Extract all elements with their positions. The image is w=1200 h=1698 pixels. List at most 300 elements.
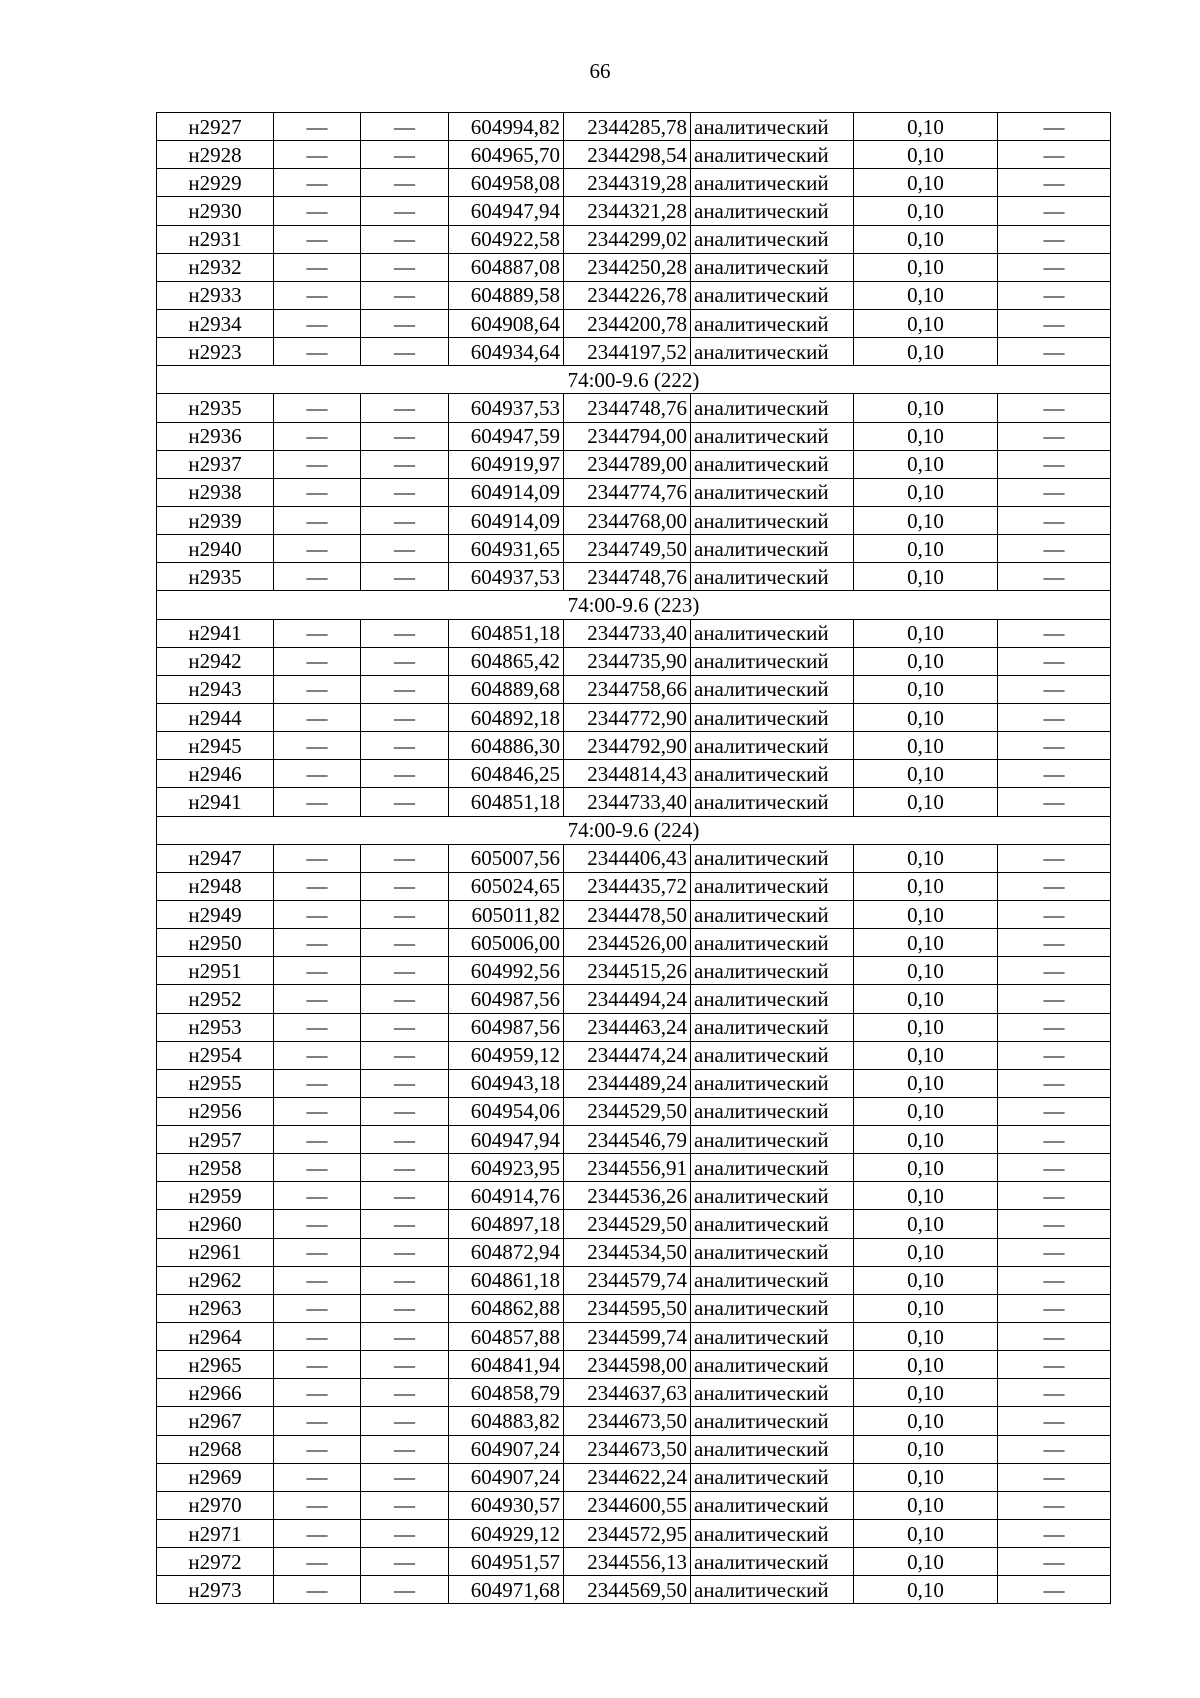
- column-3-cell: —: [361, 1463, 449, 1491]
- column-2-cell: —: [274, 1351, 361, 1379]
- point-name-cell: н2944: [157, 703, 274, 731]
- x-coordinate-cell: 604947,94: [449, 1126, 564, 1154]
- x-coordinate-cell: 605006,00: [449, 929, 564, 957]
- column-3-cell: —: [361, 422, 449, 450]
- x-coordinate-cell: 604954,06: [449, 1097, 564, 1125]
- column-2-cell: —: [274, 1520, 361, 1548]
- accuracy-cell: 0,10: [854, 535, 998, 563]
- method-cell: аналитический: [691, 760, 854, 788]
- column-8-cell: —: [998, 703, 1111, 731]
- method-cell: аналитический: [691, 1154, 854, 1182]
- column-3-cell: —: [361, 1013, 449, 1041]
- point-name-cell: н2933: [157, 281, 274, 309]
- column-8-cell: —: [998, 169, 1111, 197]
- point-name-cell: н2939: [157, 506, 274, 534]
- x-coordinate-cell: 604965,70: [449, 141, 564, 169]
- column-8-cell: —: [998, 1463, 1111, 1491]
- column-8-cell: —: [998, 506, 1111, 534]
- y-coordinate-cell: 2344774,76: [564, 478, 691, 506]
- y-coordinate-cell: 2344534,50: [564, 1238, 691, 1266]
- column-3-cell: —: [361, 1182, 449, 1210]
- table-row: [157, 1351, 1111, 1379]
- point-name-cell: н2935: [157, 563, 274, 591]
- point-name-cell: н2950: [157, 929, 274, 957]
- accuracy-cell: 0,10: [854, 703, 998, 731]
- table-row: [157, 281, 1111, 309]
- accuracy-cell: 0,10: [854, 197, 998, 225]
- y-coordinate-cell: 2344735,90: [564, 647, 691, 675]
- y-coordinate-cell: 2344250,28: [564, 253, 691, 281]
- accuracy-cell: 0,10: [854, 1379, 998, 1407]
- method-cell: аналитический: [691, 1097, 854, 1125]
- column-8-cell: —: [998, 732, 1111, 760]
- column-8-cell: —: [998, 929, 1111, 957]
- y-coordinate-cell: 2344435,72: [564, 872, 691, 900]
- x-coordinate-cell: 604937,53: [449, 563, 564, 591]
- method-cell: аналитический: [691, 900, 854, 928]
- x-coordinate-cell: 604841,94: [449, 1351, 564, 1379]
- point-name-cell: н2955: [157, 1069, 274, 1097]
- table-row: [157, 450, 1111, 478]
- y-coordinate-cell: 2344478,50: [564, 900, 691, 928]
- y-coordinate-cell: 2344200,78: [564, 309, 691, 337]
- table-row: [157, 1407, 1111, 1435]
- column-2-cell: —: [274, 478, 361, 506]
- y-coordinate-cell: 2344546,79: [564, 1126, 691, 1154]
- x-coordinate-cell: 604887,08: [449, 253, 564, 281]
- method-cell: аналитический: [691, 1576, 854, 1604]
- y-coordinate-cell: 2344733,40: [564, 619, 691, 647]
- method-cell: аналитический: [691, 1491, 854, 1519]
- point-name-cell: н2954: [157, 1041, 274, 1069]
- table-row: [157, 225, 1111, 253]
- y-coordinate-cell: 2344768,00: [564, 506, 691, 534]
- accuracy-cell: 0,10: [854, 1294, 998, 1322]
- column-3-cell: —: [361, 113, 449, 141]
- method-cell: аналитический: [691, 253, 854, 281]
- x-coordinate-cell: 604861,18: [449, 1266, 564, 1294]
- method-cell: аналитический: [691, 141, 854, 169]
- method-cell: аналитический: [691, 394, 854, 422]
- accuracy-cell: 0,10: [854, 1351, 998, 1379]
- x-coordinate-cell: 604987,56: [449, 1013, 564, 1041]
- column-2-cell: —: [274, 703, 361, 731]
- table-row: [157, 1210, 1111, 1238]
- table-row: [157, 760, 1111, 788]
- section-label: 74:00-9.6 (224): [157, 816, 1111, 844]
- table-row: [157, 1154, 1111, 1182]
- column-2-cell: —: [274, 253, 361, 281]
- column-3-cell: —: [361, 985, 449, 1013]
- point-name-cell: н2971: [157, 1520, 274, 1548]
- column-8-cell: —: [998, 647, 1111, 675]
- column-3-cell: —: [361, 281, 449, 309]
- accuracy-cell: 0,10: [854, 619, 998, 647]
- column-8-cell: —: [998, 1548, 1111, 1576]
- x-coordinate-cell: 604889,68: [449, 675, 564, 703]
- column-2-cell: —: [274, 1069, 361, 1097]
- point-name-cell: н2946: [157, 760, 274, 788]
- method-cell: аналитический: [691, 422, 854, 450]
- accuracy-cell: 0,10: [854, 1463, 998, 1491]
- method-cell: аналитический: [691, 563, 854, 591]
- x-coordinate-cell: 604971,68: [449, 1576, 564, 1604]
- column-2-cell: —: [274, 1491, 361, 1519]
- table-row: [157, 1379, 1111, 1407]
- column-2-cell: —: [274, 197, 361, 225]
- accuracy-cell: 0,10: [854, 1520, 998, 1548]
- column-8-cell: —: [998, 563, 1111, 591]
- accuracy-cell: 0,10: [854, 1407, 998, 1435]
- table-row: [157, 1294, 1111, 1322]
- column-3-cell: —: [361, 450, 449, 478]
- column-8-cell: —: [998, 281, 1111, 309]
- table-row: [157, 563, 1111, 591]
- x-coordinate-cell: 604865,42: [449, 647, 564, 675]
- column-3-cell: —: [361, 506, 449, 534]
- table-row: [157, 732, 1111, 760]
- x-coordinate-cell: 604851,18: [449, 788, 564, 816]
- table-row: [157, 1238, 1111, 1266]
- table-row: [157, 1013, 1111, 1041]
- column-2-cell: —: [274, 1379, 361, 1407]
- point-name-cell: н2927: [157, 113, 274, 141]
- accuracy-cell: 0,10: [854, 506, 998, 534]
- y-coordinate-cell: 2344526,00: [564, 929, 691, 957]
- table-row: [157, 985, 1111, 1013]
- column-8-cell: —: [998, 450, 1111, 478]
- column-8-cell: —: [998, 760, 1111, 788]
- x-coordinate-cell: 604908,64: [449, 309, 564, 337]
- y-coordinate-cell: 2344474,24: [564, 1041, 691, 1069]
- method-cell: аналитический: [691, 1041, 854, 1069]
- table-row: [157, 1069, 1111, 1097]
- point-name-cell: н2969: [157, 1463, 274, 1491]
- point-name-cell: н2973: [157, 1576, 274, 1604]
- y-coordinate-cell: 2344321,28: [564, 197, 691, 225]
- table-row: [157, 900, 1111, 928]
- point-name-cell: н2943: [157, 675, 274, 703]
- column-8-cell: —: [998, 1407, 1111, 1435]
- accuracy-cell: 0,10: [854, 1266, 998, 1294]
- y-coordinate-cell: 2344298,54: [564, 141, 691, 169]
- accuracy-cell: 0,10: [854, 900, 998, 928]
- point-name-cell: н2930: [157, 197, 274, 225]
- method-cell: аналитический: [691, 450, 854, 478]
- x-coordinate-cell: 604987,56: [449, 985, 564, 1013]
- table-row: [157, 1097, 1111, 1125]
- column-8-cell: —: [998, 844, 1111, 872]
- accuracy-cell: 0,10: [854, 1182, 998, 1210]
- table-row: [157, 929, 1111, 957]
- point-name-cell: н2941: [157, 619, 274, 647]
- x-coordinate-cell: 604851,18: [449, 619, 564, 647]
- accuracy-cell: 0,10: [854, 1323, 998, 1351]
- column-2-cell: —: [274, 788, 361, 816]
- table-row: [157, 619, 1111, 647]
- column-3-cell: —: [361, 197, 449, 225]
- table-row: [157, 1520, 1111, 1548]
- table-row: [157, 422, 1111, 450]
- y-coordinate-cell: 2344789,00: [564, 450, 691, 478]
- column-2-cell: —: [274, 309, 361, 337]
- column-2-cell: —: [274, 563, 361, 591]
- accuracy-cell: 0,10: [854, 1435, 998, 1463]
- y-coordinate-cell: 2344748,76: [564, 394, 691, 422]
- accuracy-cell: 0,10: [854, 872, 998, 900]
- accuracy-cell: 0,10: [854, 225, 998, 253]
- table-row: [157, 1126, 1111, 1154]
- column-3-cell: —: [361, 1069, 449, 1097]
- table-row: [157, 872, 1111, 900]
- column-2-cell: —: [274, 450, 361, 478]
- table-row: [157, 788, 1111, 816]
- method-cell: аналитический: [691, 1238, 854, 1266]
- accuracy-cell: 0,10: [854, 1491, 998, 1519]
- column-8-cell: —: [998, 1069, 1111, 1097]
- y-coordinate-cell: 2344792,90: [564, 732, 691, 760]
- x-coordinate-cell: 604930,57: [449, 1491, 564, 1519]
- method-cell: аналитический: [691, 675, 854, 703]
- accuracy-cell: 0,10: [854, 450, 998, 478]
- column-8-cell: —: [998, 1182, 1111, 1210]
- table-row: [157, 1576, 1111, 1604]
- point-name-cell: н2968: [157, 1435, 274, 1463]
- accuracy-cell: 0,10: [854, 338, 998, 366]
- point-name-cell: н2932: [157, 253, 274, 281]
- table-row: [157, 478, 1111, 506]
- column-2-cell: —: [274, 113, 361, 141]
- column-3-cell: —: [361, 1097, 449, 1125]
- method-cell: аналитический: [691, 197, 854, 225]
- column-3-cell: —: [361, 788, 449, 816]
- table-row: [157, 1435, 1111, 1463]
- table-row: [157, 957, 1111, 985]
- method-cell: аналитический: [691, 957, 854, 985]
- y-coordinate-cell: 2344299,02: [564, 225, 691, 253]
- column-3-cell: —: [361, 760, 449, 788]
- y-coordinate-cell: 2344536,26: [564, 1182, 691, 1210]
- x-coordinate-cell: 604914,09: [449, 506, 564, 534]
- accuracy-cell: 0,10: [854, 1126, 998, 1154]
- table-row: [157, 1491, 1111, 1519]
- point-name-cell: н2936: [157, 422, 274, 450]
- column-2-cell: —: [274, 760, 361, 788]
- column-2-cell: —: [274, 732, 361, 760]
- y-coordinate-cell: 2344794,00: [564, 422, 691, 450]
- table-row: [157, 141, 1111, 169]
- accuracy-cell: 0,10: [854, 1013, 998, 1041]
- x-coordinate-cell: 604862,88: [449, 1294, 564, 1322]
- accuracy-cell: 0,10: [854, 281, 998, 309]
- method-cell: аналитический: [691, 1013, 854, 1041]
- y-coordinate-cell: 2344556,91: [564, 1154, 691, 1182]
- table-row: [157, 1323, 1111, 1351]
- table-row: [157, 535, 1111, 563]
- y-coordinate-cell: 2344569,50: [564, 1576, 691, 1604]
- column-3-cell: —: [361, 647, 449, 675]
- y-coordinate-cell: 2344622,24: [564, 1463, 691, 1491]
- method-cell: аналитический: [691, 1069, 854, 1097]
- accuracy-cell: 0,10: [854, 1210, 998, 1238]
- column-2-cell: —: [274, 1126, 361, 1154]
- column-2-cell: —: [274, 338, 361, 366]
- x-coordinate-cell: 605007,56: [449, 844, 564, 872]
- column-8-cell: —: [998, 1126, 1111, 1154]
- column-8-cell: —: [998, 1294, 1111, 1322]
- column-2-cell: —: [274, 1266, 361, 1294]
- method-cell: аналитический: [691, 985, 854, 1013]
- accuracy-cell: 0,10: [854, 1548, 998, 1576]
- accuracy-cell: 0,10: [854, 394, 998, 422]
- point-name-cell: н2942: [157, 647, 274, 675]
- column-3-cell: —: [361, 394, 449, 422]
- method-cell: аналитический: [691, 169, 854, 197]
- column-3-cell: —: [361, 141, 449, 169]
- x-coordinate-cell: 604937,53: [449, 394, 564, 422]
- method-cell: аналитический: [691, 844, 854, 872]
- accuracy-cell: 0,10: [854, 141, 998, 169]
- point-name-cell: н2966: [157, 1379, 274, 1407]
- column-8-cell: —: [998, 1379, 1111, 1407]
- column-3-cell: —: [361, 225, 449, 253]
- column-8-cell: —: [998, 113, 1111, 141]
- column-3-cell: —: [361, 703, 449, 731]
- accuracy-cell: 0,10: [854, 1069, 998, 1097]
- method-cell: аналитический: [691, 1294, 854, 1322]
- column-2-cell: —: [274, 619, 361, 647]
- column-2-cell: —: [274, 900, 361, 928]
- column-2-cell: —: [274, 1154, 361, 1182]
- accuracy-cell: 0,10: [854, 478, 998, 506]
- point-name-cell: н2963: [157, 1294, 274, 1322]
- method-cell: аналитический: [691, 281, 854, 309]
- accuracy-cell: 0,10: [854, 1097, 998, 1125]
- point-name-cell: н2929: [157, 169, 274, 197]
- column-2-cell: —: [274, 535, 361, 563]
- y-coordinate-cell: 2344197,52: [564, 338, 691, 366]
- column-8-cell: —: [998, 197, 1111, 225]
- column-3-cell: —: [361, 1210, 449, 1238]
- column-8-cell: —: [998, 872, 1111, 900]
- point-name-cell: н2928: [157, 141, 274, 169]
- column-3-cell: —: [361, 563, 449, 591]
- x-coordinate-cell: 604858,79: [449, 1379, 564, 1407]
- accuracy-cell: 0,10: [854, 169, 998, 197]
- point-name-cell: н2941: [157, 788, 274, 816]
- point-name-cell: н2952: [157, 985, 274, 1013]
- column-8-cell: —: [998, 675, 1111, 703]
- column-2-cell: —: [274, 1238, 361, 1266]
- column-2-cell: —: [274, 1407, 361, 1435]
- table-row: [157, 169, 1111, 197]
- method-cell: аналитический: [691, 1182, 854, 1210]
- column-2-cell: —: [274, 506, 361, 534]
- method-cell: аналитический: [691, 1126, 854, 1154]
- column-8-cell: —: [998, 1238, 1111, 1266]
- column-8-cell: —: [998, 394, 1111, 422]
- column-2-cell: —: [274, 872, 361, 900]
- column-3-cell: —: [361, 900, 449, 928]
- method-cell: аналитический: [691, 1351, 854, 1379]
- column-8-cell: —: [998, 1576, 1111, 1604]
- column-2-cell: —: [274, 1041, 361, 1069]
- y-coordinate-cell: 2344406,43: [564, 844, 691, 872]
- column-3-cell: —: [361, 1294, 449, 1322]
- method-cell: аналитический: [691, 1520, 854, 1548]
- y-coordinate-cell: 2344556,13: [564, 1548, 691, 1576]
- column-2-cell: —: [274, 1435, 361, 1463]
- y-coordinate-cell: 2344733,40: [564, 788, 691, 816]
- column-2-cell: —: [274, 1576, 361, 1604]
- x-coordinate-cell: 604958,08: [449, 169, 564, 197]
- method-cell: аналитический: [691, 338, 854, 366]
- table-row: [157, 113, 1111, 141]
- method-cell: аналитический: [691, 732, 854, 760]
- accuracy-cell: 0,10: [854, 113, 998, 141]
- column-2-cell: —: [274, 169, 361, 197]
- table-row: [157, 1266, 1111, 1294]
- column-2-cell: —: [274, 1182, 361, 1210]
- point-name-cell: н2962: [157, 1266, 274, 1294]
- column-2-cell: —: [274, 394, 361, 422]
- accuracy-cell: 0,10: [854, 985, 998, 1013]
- column-3-cell: —: [361, 844, 449, 872]
- section-label: 74:00-9.6 (222): [157, 366, 1111, 394]
- accuracy-cell: 0,10: [854, 253, 998, 281]
- point-name-cell: н2970: [157, 1491, 274, 1519]
- point-name-cell: н2948: [157, 872, 274, 900]
- column-8-cell: —: [998, 619, 1111, 647]
- column-8-cell: —: [998, 478, 1111, 506]
- column-3-cell: —: [361, 1154, 449, 1182]
- column-3-cell: —: [361, 619, 449, 647]
- table-row: [157, 844, 1111, 872]
- y-coordinate-cell: 2344572,95: [564, 1520, 691, 1548]
- table-row: [157, 1548, 1111, 1576]
- table-row: [157, 1041, 1111, 1069]
- point-name-cell: н2923: [157, 338, 274, 366]
- x-coordinate-cell: 604914,09: [449, 478, 564, 506]
- point-name-cell: н2938: [157, 478, 274, 506]
- x-coordinate-cell: 604872,94: [449, 1238, 564, 1266]
- table-row: [157, 1182, 1111, 1210]
- y-coordinate-cell: 2344595,50: [564, 1294, 691, 1322]
- method-cell: аналитический: [691, 1323, 854, 1351]
- point-name-cell: н2967: [157, 1407, 274, 1435]
- column-8-cell: —: [998, 985, 1111, 1013]
- column-3-cell: —: [361, 338, 449, 366]
- point-name-cell: н2965: [157, 1351, 274, 1379]
- method-cell: аналитический: [691, 309, 854, 337]
- column-2-cell: —: [274, 422, 361, 450]
- method-cell: аналитический: [691, 1463, 854, 1491]
- y-coordinate-cell: 2344319,28: [564, 169, 691, 197]
- column-3-cell: —: [361, 675, 449, 703]
- column-8-cell: —: [998, 900, 1111, 928]
- table-row: [157, 338, 1111, 366]
- y-coordinate-cell: 2344529,50: [564, 1097, 691, 1125]
- column-8-cell: —: [998, 1041, 1111, 1069]
- accuracy-cell: 0,10: [854, 647, 998, 675]
- section-label: 74:00-9.6 (223): [157, 591, 1111, 619]
- point-name-cell: н2949: [157, 900, 274, 928]
- table-row: [157, 394, 1111, 422]
- table-row: [157, 675, 1111, 703]
- column-3-cell: —: [361, 1576, 449, 1604]
- method-cell: аналитический: [691, 535, 854, 563]
- x-coordinate-cell: 604994,82: [449, 113, 564, 141]
